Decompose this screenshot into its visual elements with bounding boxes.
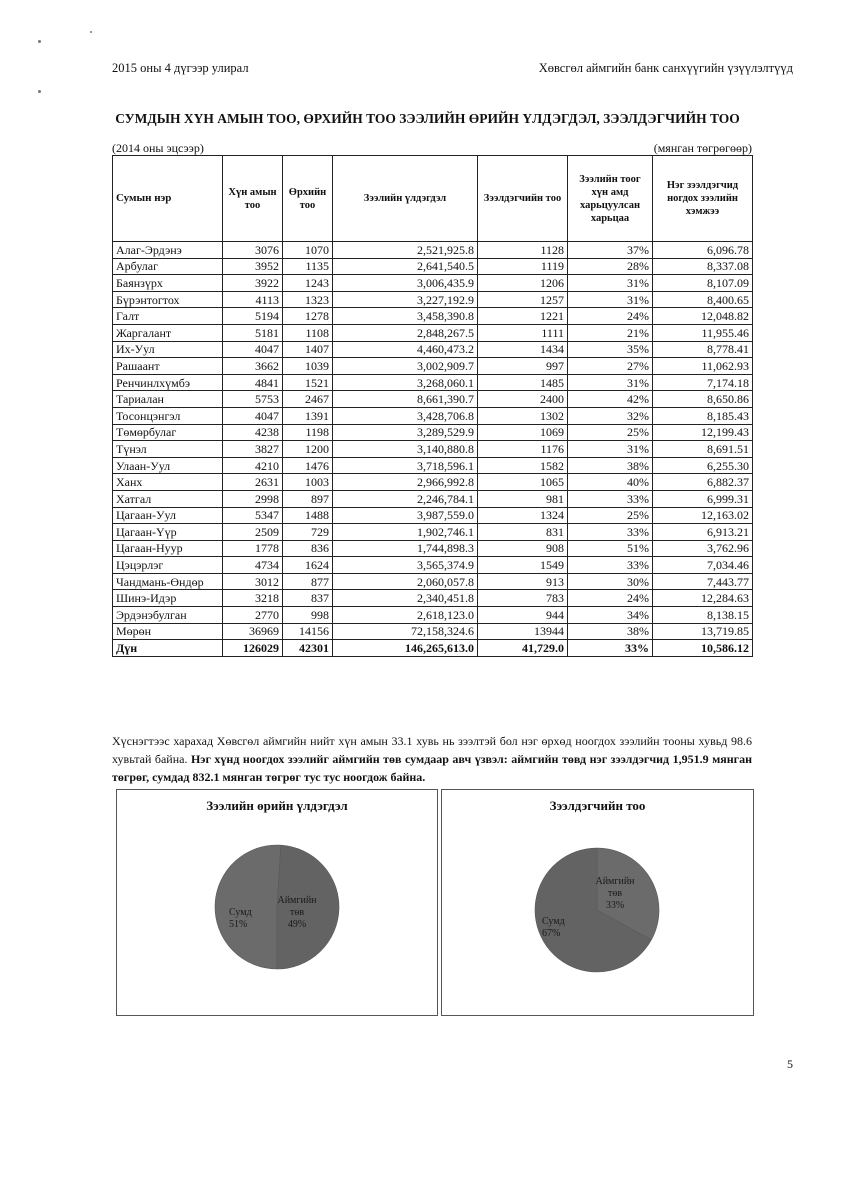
table-cell: 1488 [283, 507, 333, 524]
district-name-cell: Цэцэрлэг [113, 557, 223, 574]
table-cell: 3,458,390.8 [333, 308, 478, 325]
table-cell: 35% [568, 341, 653, 358]
table-cell: 12,048.82 [653, 308, 753, 325]
table-cell: 4,460,473.2 [333, 341, 478, 358]
table-cell: 3662 [223, 358, 283, 375]
table-body [113, 242, 753, 657]
table-cell: 1407 [283, 341, 333, 358]
subtitle-left: (2014 оны эцсээр) [112, 141, 204, 155]
pie-slice-percent-label: 51% [229, 919, 248, 930]
pie-chart-svg [442, 790, 753, 1015]
table-total-row [113, 640, 753, 657]
district-name-cell: Дүн [113, 640, 223, 657]
table-cell: 34% [568, 607, 653, 624]
table-cell: 8,650.86 [653, 391, 753, 408]
table-cell: 27% [568, 358, 653, 375]
scan-speck [90, 31, 92, 33]
district-name-cell: Тариалан [113, 391, 223, 408]
summary-paragraph [112, 732, 752, 786]
district-name-cell: Түнэл [113, 441, 223, 458]
table-cell: 2,060,057.8 [333, 573, 478, 590]
table-cell: 30% [568, 573, 653, 590]
chart-title: Зээлдэгчийн тоо [549, 798, 646, 813]
header-right: Хөвсгөл аймгийн банк санхүүгийн үзүүлэлтүүд [538, 61, 793, 75]
table-cell: 2467 [283, 391, 333, 408]
table-row [113, 407, 753, 424]
table-row [113, 457, 753, 474]
col-header: Хүн амын тоо [223, 156, 283, 242]
table-cell: 3,268,060.1 [333, 374, 478, 391]
table-cell: 2631 [223, 474, 283, 491]
pie-chart-svg [117, 790, 437, 1015]
table-cell: 21% [568, 324, 653, 341]
table-cell: 1257 [478, 291, 568, 308]
table-cell: 36969 [223, 623, 283, 640]
table-cell: 3,140,880.8 [333, 441, 478, 458]
table-row [113, 623, 753, 640]
col-header: Зээлийн үлдэгдэл [333, 156, 478, 242]
table-cell: 2,246,784.1 [333, 490, 478, 507]
table-cell: 8,138.15 [653, 607, 753, 624]
table-cell: 1128 [478, 242, 568, 259]
district-name-cell: Мөрөн [113, 623, 223, 640]
col-header: Өрхийн тоо [283, 156, 333, 242]
pie-slice-percent-label: 49% [287, 919, 307, 930]
table-cell: 1,902,746.1 [333, 524, 478, 541]
pie-slice-percent-label: 33% [605, 900, 625, 911]
district-name-cell: Бүрэнтогтох [113, 291, 223, 308]
table-row [113, 391, 753, 408]
pie-slice-percent-label: 67% [542, 928, 561, 939]
table-row [113, 441, 753, 458]
table-cell: 2,641,540.5 [333, 258, 478, 275]
table-cell: 837 [283, 590, 333, 607]
table-cell: 3827 [223, 441, 283, 458]
district-name-cell: Эрдэнэбулган [113, 607, 223, 624]
col-header: Нэг зээлдэгчид ногдох зээлийн хэмжээ [653, 156, 753, 242]
table-cell: 13944 [478, 623, 568, 640]
table-cell: 1485 [478, 374, 568, 391]
paragraph-bold-text: Нэг хүнд ноогдох зээлийг аймгийн төв сумдаар авч үзвэл: аймгийн төвд нэг зээлдэгчид 1,951.9 мянган төгрөг, сумдад 832.1 мянган төгрөг тус тус ноогдож байна. [112, 752, 753, 784]
table-cell: 32% [568, 407, 653, 424]
district-name-cell: Жаргалант [113, 324, 223, 341]
table-cell: 1198 [283, 424, 333, 441]
table-cell: 998 [283, 607, 333, 624]
table-cell: 1176 [478, 441, 568, 458]
header-left: 2015 оны 4 дүгээр улирал [112, 61, 249, 75]
table-cell: 4113 [223, 291, 283, 308]
table-cell: 1065 [478, 474, 568, 491]
col-header: Зээлдэгчийн тоо [478, 156, 568, 242]
district-name-cell: Ренчинлхүмбэ [113, 374, 223, 391]
table-cell: 1111 [478, 324, 568, 341]
table-cell: 7,034.46 [653, 557, 753, 574]
table-cell: 6,882.37 [653, 474, 753, 491]
table-row [113, 607, 753, 624]
table-cell: 913 [478, 573, 568, 590]
table-row [113, 308, 753, 325]
table-cell: 783 [478, 590, 568, 607]
district-name-cell: Хатгал [113, 490, 223, 507]
table-cell: 4210 [223, 457, 283, 474]
table-cell: 126029 [223, 640, 283, 657]
pie-slice-label: Аймгийн [595, 876, 635, 887]
table-cell: 31% [568, 275, 653, 292]
table-cell: 12,199.43 [653, 424, 753, 441]
table-cell: 3,006,435.9 [333, 275, 478, 292]
pie-slice-label: төв [289, 907, 305, 918]
page-number: 5 [787, 1057, 793, 1071]
table-cell: 908 [478, 540, 568, 557]
table-cell: 3,987,559.0 [333, 507, 478, 524]
table-cell: 8,661,390.7 [333, 391, 478, 408]
table-cell: 1476 [283, 457, 333, 474]
table-cell: 24% [568, 590, 653, 607]
table-cell: 1039 [283, 358, 333, 375]
table-cell: 25% [568, 507, 653, 524]
table-cell: 13,719.85 [653, 623, 753, 640]
table-cell: 2400 [478, 391, 568, 408]
table-cell: 3922 [223, 275, 283, 292]
table-cell: 8,400.65 [653, 291, 753, 308]
pie-slice-label: төв [607, 888, 623, 899]
table-row [113, 341, 753, 358]
table-cell: 1391 [283, 407, 333, 424]
table-cell: 42% [568, 391, 653, 408]
table-cell: 8,691.51 [653, 441, 753, 458]
table-cell: 3,227,192.9 [333, 291, 478, 308]
table-cell: 7,174.18 [653, 374, 753, 391]
table-cell: 33% [568, 524, 653, 541]
table-cell: 2,340,451.8 [333, 590, 478, 607]
table-cell: 831 [478, 524, 568, 541]
table-cell: 2998 [223, 490, 283, 507]
pie-slice [277, 845, 339, 969]
table-cell: 3952 [223, 258, 283, 275]
table-cell: 1582 [478, 457, 568, 474]
table-cell: 3,428,706.8 [333, 407, 478, 424]
table-cell: 5181 [223, 324, 283, 341]
table-cell: 8,778.41 [653, 341, 753, 358]
table-cell: 2,966,992.8 [333, 474, 478, 491]
table-cell: 1243 [283, 275, 333, 292]
paragraph-text: Хүснэгтээс харахад Хөвсгөл аймгийн нийт хүн амын 33.1 хувь нь зээлтэй бол нэг өрхөд ноогдох зээлийн тооны хувьд 98.6 хувьтай байна. [112, 734, 752, 766]
table-row [113, 557, 753, 574]
table-cell: 1278 [283, 308, 333, 325]
district-name-cell: Тосонцэнгэл [113, 407, 223, 424]
pie-slice-label: Сумд [542, 916, 565, 927]
table-cell: 1135 [283, 258, 333, 275]
pie-slice-label: Сумд [229, 907, 252, 918]
table-cell: 11,955.46 [653, 324, 753, 341]
table-cell: 38% [568, 623, 653, 640]
table-cell: 8,337.08 [653, 258, 753, 275]
table-row [113, 242, 753, 259]
table-cell: 1302 [478, 407, 568, 424]
table-row [113, 291, 753, 308]
district-name-cell: Цагаан-Уул [113, 507, 223, 524]
table-cell: 2509 [223, 524, 283, 541]
table-cell: 1003 [283, 474, 333, 491]
table-cell: 41,729.0 [478, 640, 568, 657]
table-cell: 1070 [283, 242, 333, 259]
district-name-cell: Шинэ-Идэр [113, 590, 223, 607]
table-cell: 3012 [223, 573, 283, 590]
table-row [113, 358, 753, 375]
district-name-cell: Чандмань-Өндөр [113, 573, 223, 590]
table-cell: 1221 [478, 308, 568, 325]
table-cell: 6,999.31 [653, 490, 753, 507]
table-cell: 25% [568, 424, 653, 441]
table-cell: 1324 [478, 507, 568, 524]
table-cell: 1549 [478, 557, 568, 574]
table-row [113, 275, 753, 292]
table-cell: 31% [568, 374, 653, 391]
table-row [113, 540, 753, 557]
table-cell: 4841 [223, 374, 283, 391]
pie-chart-borrowers [441, 789, 754, 1016]
table-cell: 8,107.09 [653, 275, 753, 292]
table-cell: 997 [478, 358, 568, 375]
table-cell: 3,289,529.9 [333, 424, 478, 441]
table-cell: 2,521,925.8 [333, 242, 478, 259]
chart-title: Зээлийн өрийн үлдэгдэл [206, 798, 348, 813]
scan-speck [38, 90, 41, 93]
table-cell: 1,744,898.3 [333, 540, 478, 557]
table-cell: 33% [568, 557, 653, 574]
table-cell: 1119 [478, 258, 568, 275]
district-name-cell: Баянзүрх [113, 275, 223, 292]
table-cell: 6,255.30 [653, 457, 753, 474]
table-cell: 8,185.43 [653, 407, 753, 424]
district-name-cell: Төмөрбулаг [113, 424, 223, 441]
table-cell: 1434 [478, 341, 568, 358]
table-cell: 33% [568, 490, 653, 507]
table-cell: 146,265,613.0 [333, 640, 478, 657]
table-row [113, 507, 753, 524]
table-cell: 24% [568, 308, 653, 325]
table-cell: 4047 [223, 407, 283, 424]
table-cell: 5753 [223, 391, 283, 408]
table-cell: 40% [568, 474, 653, 491]
table-cell: 31% [568, 441, 653, 458]
table-cell: 28% [568, 258, 653, 275]
table-cell: 981 [478, 490, 568, 507]
table-cell: 1206 [478, 275, 568, 292]
table-cell: 7,443.77 [653, 573, 753, 590]
col-header: Зээлийн тоог хүн амд харьцуулсан харьцаа [568, 156, 653, 242]
district-name-cell: Улаан-Уул [113, 457, 223, 474]
table-header-row [113, 156, 753, 242]
table-cell: 42301 [283, 640, 333, 657]
table-cell: 2,618,123.0 [333, 607, 478, 624]
table-cell: 38% [568, 457, 653, 474]
table-row [113, 490, 753, 507]
table-cell: 1778 [223, 540, 283, 557]
table-cell: 1323 [283, 291, 333, 308]
table-cell: 3218 [223, 590, 283, 607]
table-row [113, 258, 753, 275]
district-name-cell: Арбулаг [113, 258, 223, 275]
table-cell: 1624 [283, 557, 333, 574]
table-cell: 2,848,267.5 [333, 324, 478, 341]
table-row [113, 474, 753, 491]
data-table [112, 155, 753, 657]
table-cell: 31% [568, 291, 653, 308]
table-cell: 72,158,324.6 [333, 623, 478, 640]
table-cell: 12,163.02 [653, 507, 753, 524]
page-title: СУМДЫН ХҮН АМЫН ТОО, ӨРХИЙН ТОО ЗЭЭЛИЙН ӨРИЙН ҮЛДЭГДЭЛ, ЗЭЭЛДЭГЧИЙН ТОО [115, 111, 740, 126]
district-name-cell: Цагаан-Үүр [113, 524, 223, 541]
table-row [113, 590, 753, 607]
table-cell: 2770 [223, 607, 283, 624]
table-cell: 3,565,374.9 [333, 557, 478, 574]
table-cell: 944 [478, 607, 568, 624]
table-cell: 897 [283, 490, 333, 507]
scan-speck [38, 40, 41, 43]
table-cell: 10,586.12 [653, 640, 753, 657]
table-cell: 6,096.78 [653, 242, 753, 259]
table-cell: 3,718,596.1 [333, 457, 478, 474]
table-row [113, 573, 753, 590]
table-cell: 5347 [223, 507, 283, 524]
subtitle-right: (мянган төгрөгөөр) [653, 141, 752, 155]
col-header: Сумын нэр [113, 156, 223, 242]
table-row [113, 524, 753, 541]
table-cell: 877 [283, 573, 333, 590]
table-cell: 729 [283, 524, 333, 541]
table-cell: 5194 [223, 308, 283, 325]
table-cell: 1069 [478, 424, 568, 441]
table-cell: 836 [283, 540, 333, 557]
table-cell: 1108 [283, 324, 333, 341]
table-row [113, 424, 753, 441]
table-cell: 14156 [283, 623, 333, 640]
table-row [113, 374, 753, 391]
table-row [113, 324, 753, 341]
district-name-cell: Цагаан-Нуур [113, 540, 223, 557]
table-cell: 3,002,909.7 [333, 358, 478, 375]
table-cell: 4047 [223, 341, 283, 358]
pie-slice-label: Аймгийн [277, 895, 317, 906]
district-name-cell: Рашаант [113, 358, 223, 375]
table-cell: 4238 [223, 424, 283, 441]
table-cell: 33% [568, 640, 653, 657]
table-cell: 1521 [283, 374, 333, 391]
table-cell: 51% [568, 540, 653, 557]
table-cell: 3076 [223, 242, 283, 259]
table-cell: 3,762.96 [653, 540, 753, 557]
table-cell: 37% [568, 242, 653, 259]
table-cell: 4734 [223, 557, 283, 574]
district-name-cell: Их-Уул [113, 341, 223, 358]
table-cell: 12,284.63 [653, 590, 753, 607]
table-cell: 1200 [283, 441, 333, 458]
pie-chart-loan-balance [116, 789, 438, 1016]
district-name-cell: Галт [113, 308, 223, 325]
table-cell: 6,913.21 [653, 524, 753, 541]
table-cell: 11,062.93 [653, 358, 753, 375]
district-name-cell: Алаг-Эрдэнэ [113, 242, 223, 259]
district-name-cell: Ханх [113, 474, 223, 491]
